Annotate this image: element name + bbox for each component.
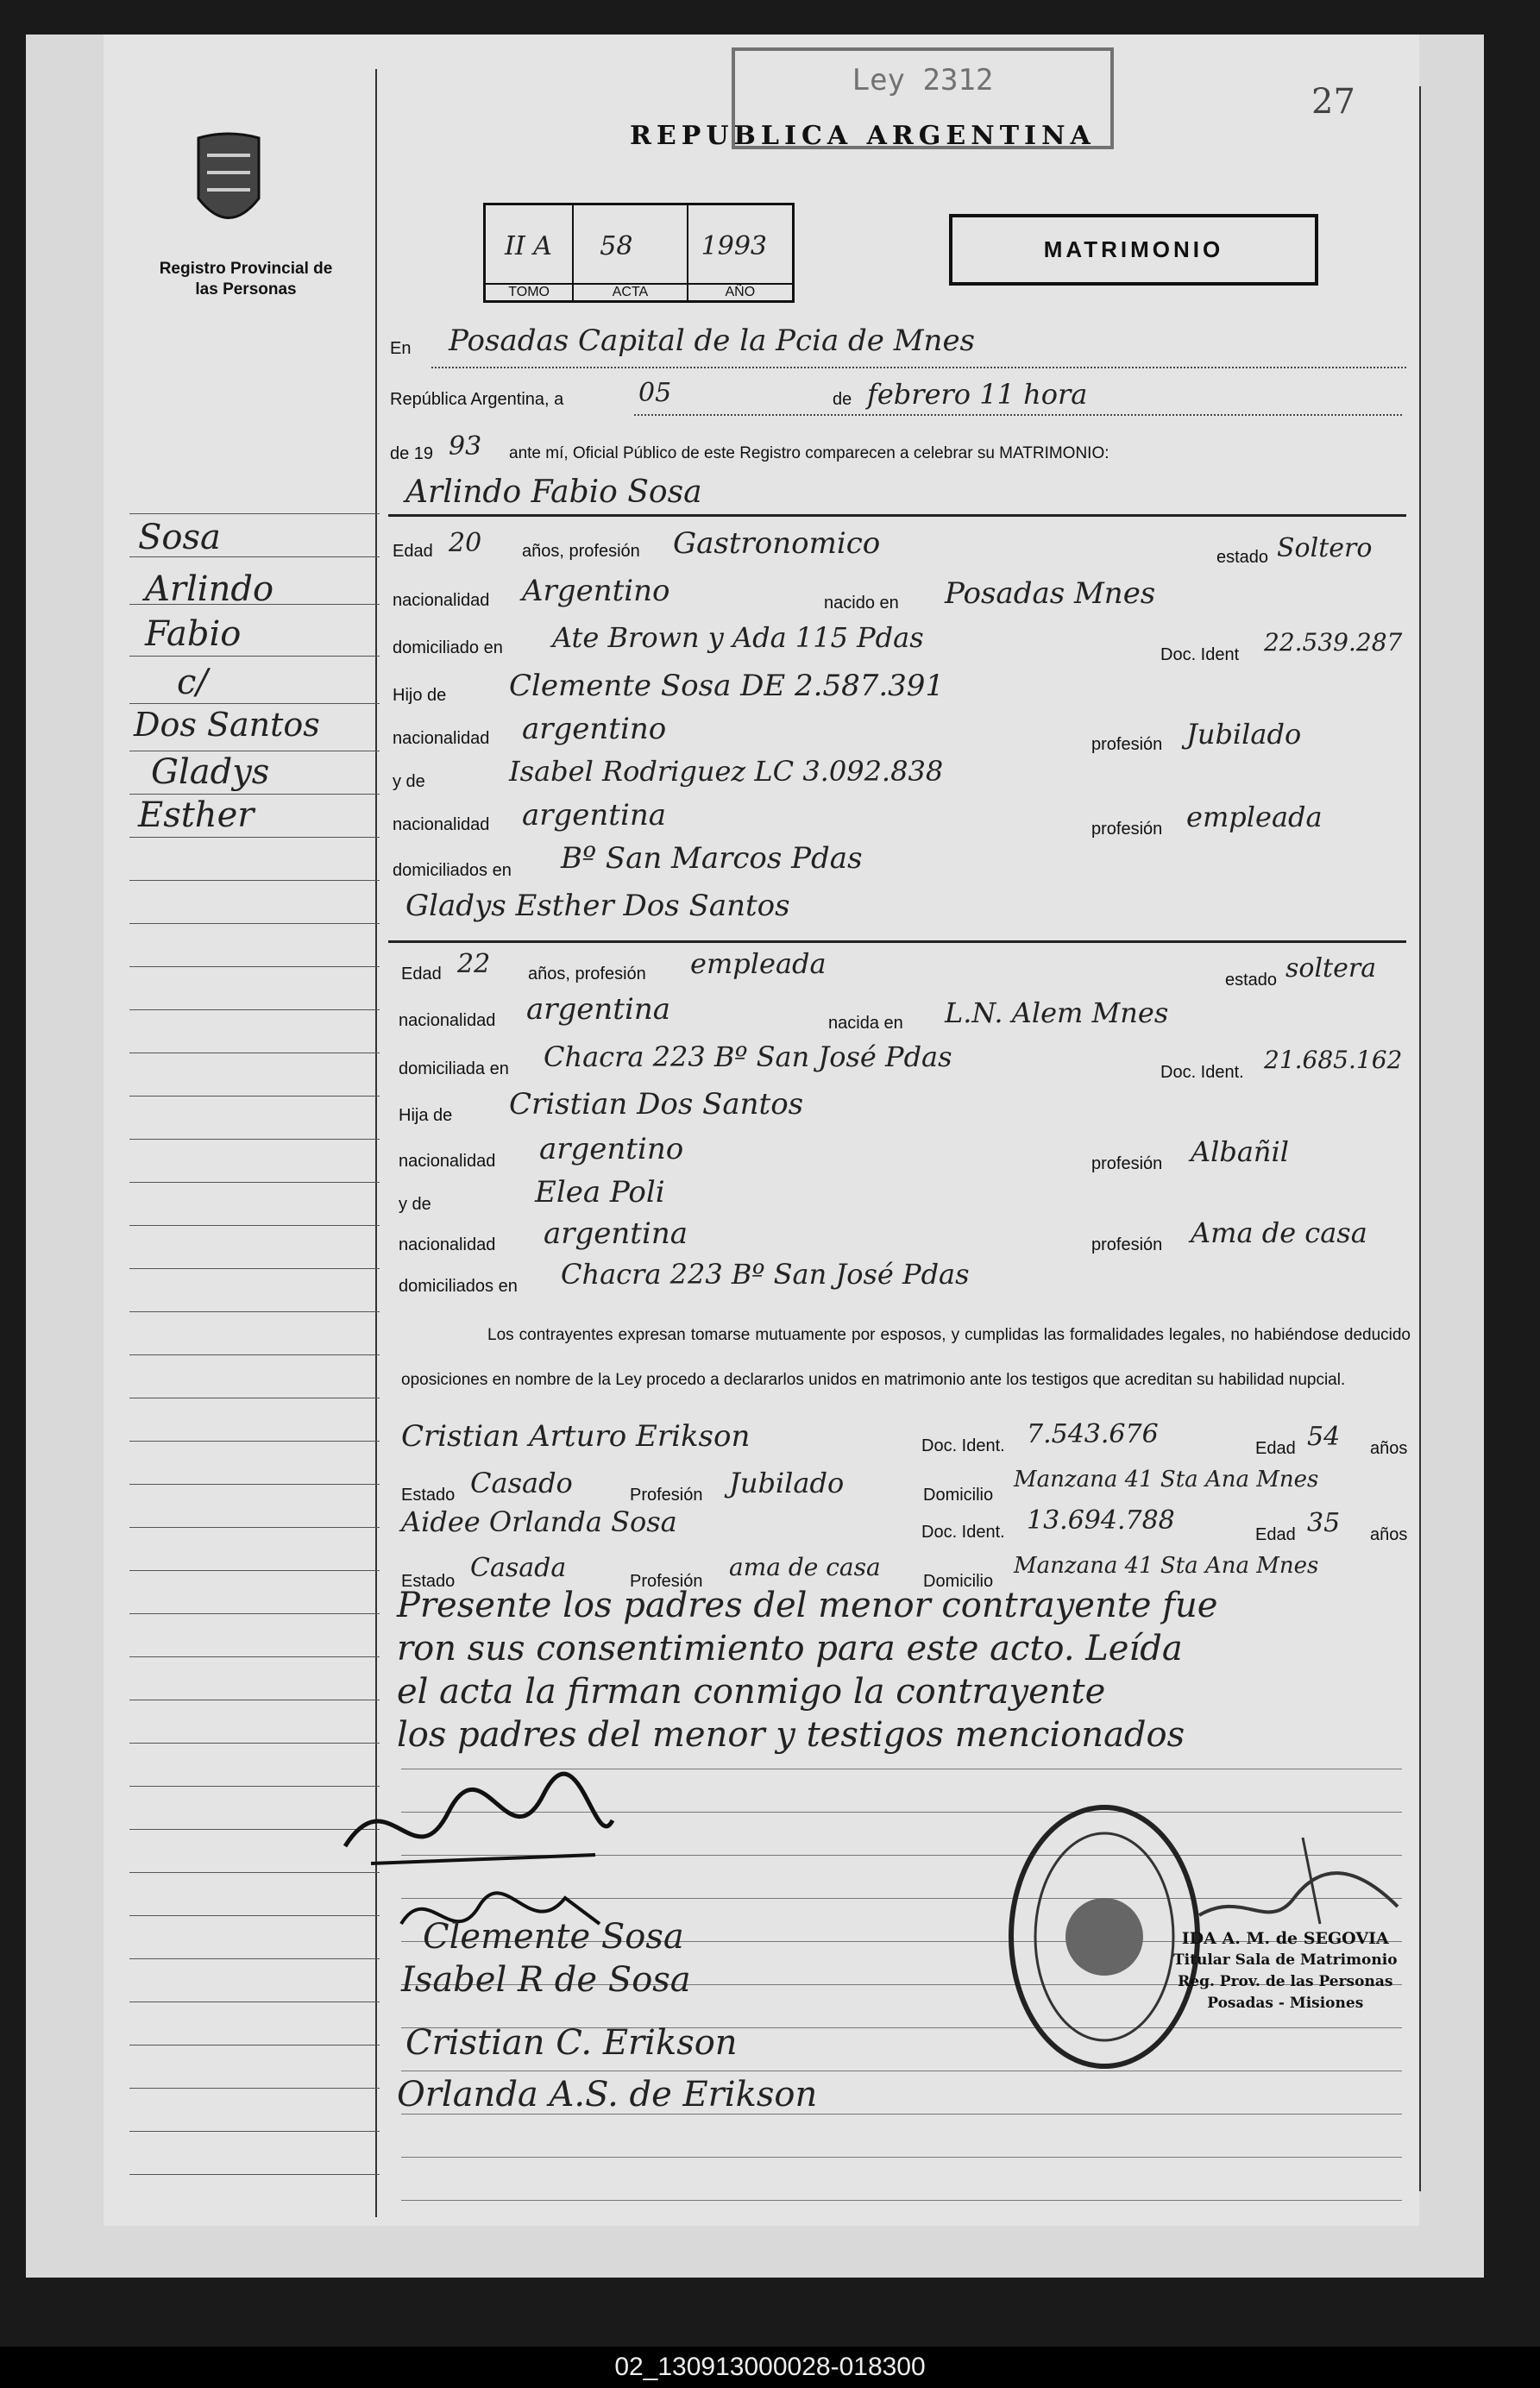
witness2-doc: 13.694.788	[1027, 1505, 1175, 1536]
declaration-text: Los contrayentes expresan tomarse mutuamente por esposos, y cumplidas las formalidades legales, no habiéndose deducido oposiciones en nombre de la Ley procedo a declararlos unidos en matrimonio ante los testigos que acreditan su habilidad nupcial.	[401, 1326, 1411, 1389]
bride-doc: 21.685.162	[1264, 1046, 1403, 1074]
form-type-box: MATRIMONIO	[949, 214, 1318, 286]
witness2-edad: 35	[1307, 1508, 1341, 1538]
image-id-footer: 02_130913000028-018300	[0, 2347, 1540, 2388]
de-label: de	[833, 390, 852, 409]
republica-label: República Argentina, a	[390, 390, 564, 409]
groom-nacido: Posadas Mnes	[945, 576, 1156, 611]
groom-madre-prof: empleada	[1186, 801, 1323, 833]
witness1-edad: 54	[1307, 1422, 1341, 1452]
witness1-estado: Casado	[470, 1467, 573, 1499]
witness1-domicilio: Manzana 41 Sta Ana Mnes	[1014, 1467, 1319, 1492]
groom-estado: Soltero	[1277, 533, 1373, 563]
witness2-domicilio: Manzana 41 Sta Ana Mnes	[1014, 1553, 1319, 1579]
bride-madre-prof: Ama de casa	[1191, 1216, 1367, 1249]
bride-profesion: empleada	[690, 947, 827, 980]
ano-cell: 1993 AÑO	[688, 205, 792, 300]
groom-padre-prof: Jubilado	[1186, 718, 1302, 751]
place-value: Posadas Capital de la Pcia de Mnes	[449, 324, 976, 358]
acta-cell: 58 ACTA	[574, 205, 688, 300]
groom-madre: Isabel Rodriguez LC 3.092.838	[509, 755, 944, 788]
bride-nacida: L.N. Alem Mnes	[945, 996, 1169, 1029]
groom-profesion: Gastronomico	[673, 526, 881, 561]
groom-signature-mark	[336, 1760, 621, 1889]
groom-padre-nac: argentino	[522, 712, 667, 746]
bride-padres-dom: Chacra 223 Bº San José Pdas	[561, 1258, 970, 1291]
intro-text: ante mí, Oficial Público de este Registro comparecen a celebrar su MATRIMONIO:	[509, 444, 1109, 462]
groom-domicilio: Ate Brown y Ada 115 Pdas	[552, 621, 924, 654]
groom-name: Arlindo Fabio Sosa	[405, 474, 702, 510]
year-label: de 19	[390, 444, 434, 463]
groom-nacionalidad: Argentino	[522, 574, 670, 608]
witness2-name: Aidee Orlanda Sosa	[401, 1505, 677, 1538]
witness1-name: Cristian Arturo Erikson	[401, 1419, 751, 1454]
bride-edad: 22	[457, 949, 491, 979]
groom-madre-nac: argentina	[522, 798, 667, 833]
year-value: 93	[449, 431, 482, 462]
bride-padre-nac: argentino	[539, 1132, 684, 1166]
official-stamp: IDA A. M. de SEGOVIA Titular Sala de Matrimonio Reg. Prov. de las Personas Posadas - Misiones	[1173, 1929, 1398, 2012]
bride-padre: Cristian Dos Santos	[509, 1087, 804, 1122]
day-value: 05	[638, 378, 672, 408]
official-signature-mark	[1191, 1829, 1406, 1941]
republic-heading: REPUBLICA ARGENTINA	[630, 121, 1096, 151]
right-border	[1419, 86, 1421, 2191]
bride-padre-prof: Albañil	[1191, 1135, 1289, 1168]
witness2-estado: Casada	[470, 1553, 567, 1583]
bride-madre: Elea Poli	[535, 1175, 665, 1210]
witness1-profesion: Jubilado	[729, 1467, 845, 1499]
groom-padre: Clemente Sosa DE 2.587.391	[509, 669, 945, 703]
witness2-profesion: ama de casa	[729, 1553, 881, 1581]
groom-padres-dom: Bº San Marcos Pdas	[561, 841, 863, 876]
record-box	[483, 203, 795, 303]
page-number: 27	[1311, 82, 1355, 122]
groom-edad: 20	[449, 528, 482, 558]
bride-domicilio: Chacra 223 Bº San José Pdas	[544, 1040, 952, 1073]
tomo-cell: II A TOMO	[486, 205, 574, 300]
bride-name: Gladys Esther Dos Santos	[405, 889, 790, 923]
month-time-value: febrero 11 hora	[867, 378, 1088, 411]
bride-estado: soltera	[1285, 953, 1377, 983]
groom-doc: 22.539.287	[1264, 628, 1403, 657]
witness1-doc: 7.543.676	[1027, 1419, 1159, 1449]
margin-divider	[375, 69, 377, 2217]
registry-seal-icon	[190, 129, 267, 237]
bride-nacionalidad: argentina	[526, 992, 671, 1027]
en-label: En	[390, 339, 412, 358]
ley-stamp: Ley 2312	[732, 47, 1114, 149]
registry-title: Registro Provincial de las Personas	[159, 260, 333, 298]
bride-madre-nac: argentina	[544, 1216, 688, 1251]
